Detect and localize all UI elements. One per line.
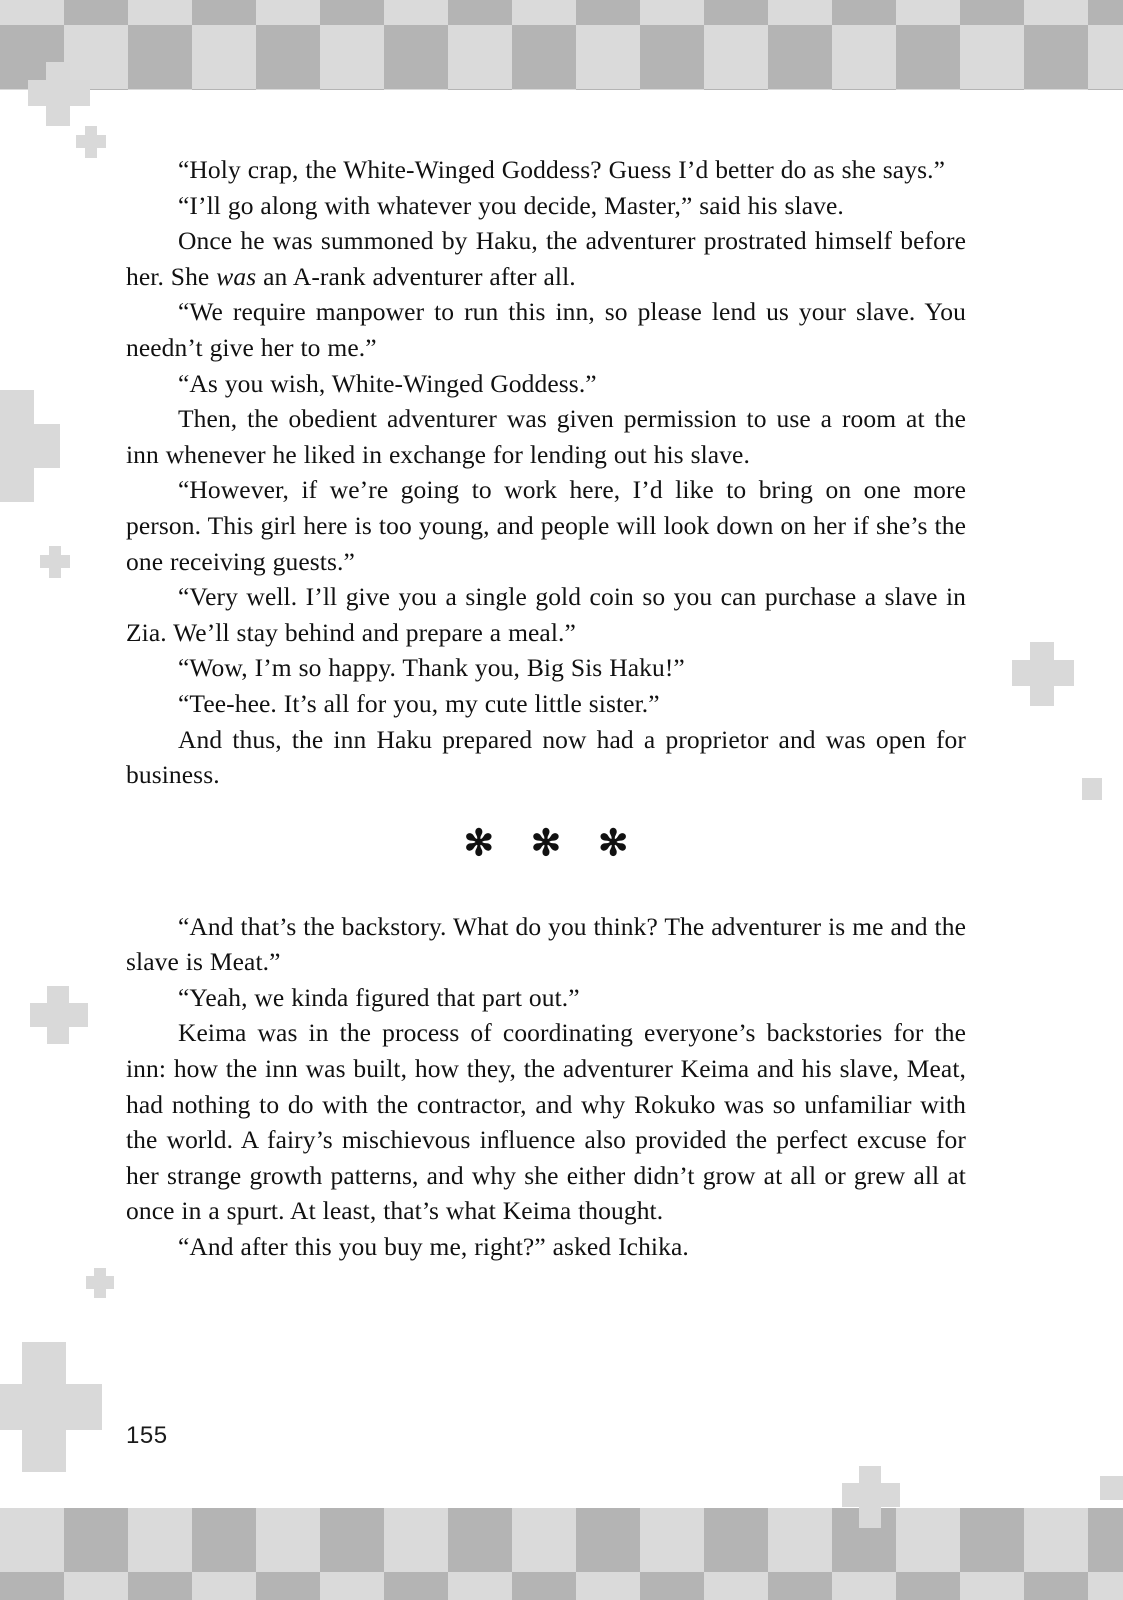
plus-ornament-small-left-mid: [40, 546, 70, 578]
paragraph: “Very well. I’ll give you a single gold coin so you can purchase a slave in Zia. We’ll stay behind and prepare a meal.”: [126, 582, 966, 647]
italic-emphasis: was: [216, 261, 257, 291]
paragraph: “Yeah, we kinda figured that part out.”: [178, 982, 580, 1012]
paragraph: “As you wish, White-Winged Goddess.”: [178, 368, 597, 398]
square-ornament-right: [1082, 778, 1102, 800]
scene-break-divider: ✻ ✻ ✻: [463, 822, 643, 863]
page-text-column: [126, 152, 966, 1265]
square-ornament-right-edge: [1100, 1476, 1123, 1500]
paragraph: “We require manpower to run this inn, so please lend us your slave. You needn’t give her to me.”: [126, 297, 966, 362]
plus-ornament-left-lower: [30, 986, 88, 1044]
checker-pattern: [0, 0, 1123, 90]
paragraph: “However, if we’re going to work here, I’d like to bring on one more person. This girl here is too young, and people will look down on her if she’s the one receiving guests.”: [126, 475, 966, 576]
section-one: [126, 152, 966, 793]
paragraph: Then, the obedient adventurer was given permission to use a room at the inn whenever he liked in exchange for lending out his slave.: [126, 404, 966, 469]
checker-pattern: [0, 1508, 1123, 1600]
plus-ornament-bottom-left-large: [0, 1342, 102, 1472]
paragraph: And thus, the inn Haku prepared now had a proprietor and was open for business.: [126, 724, 966, 790]
plus-ornament-small-lower-left: [86, 1268, 114, 1298]
paragraph: “Wow, I’m so happy. Thank you, Big Sis Haku!”: [178, 653, 685, 683]
paragraph: Keima was in the process of coordinating everyone’s backstories for the inn: how the inn was built, how they, the adventurer Keima and his slave, Meat, had nothing to do with the contractor, and why Rokuko was so unfamiliar with the world. A fairy’s mischievous influence also provided the perfect excuse for her strange growth patterns, and why she either didn’t grow at all or grew all at once in a spurt. At least, that’s what Keima thought.: [126, 1018, 966, 1226]
paragraph: “I’ll go along with whatever you decide, Master,” said his slave.: [178, 190, 844, 220]
paragraph: “Tee-hee. It’s all for you, my cute little sister.”: [178, 688, 660, 718]
paragraph: “And that’s the backstory. What do you think? The adventurer is me and the slave is Meat.”: [126, 911, 966, 977]
plus-ornament-right-mid: [1012, 642, 1074, 706]
plus-ornament-left-large: [0, 390, 60, 502]
plus-ornament-top-left: [28, 62, 90, 126]
plus-ornament-bottom-right: [842, 1466, 900, 1528]
paragraph: “And after this you buy me, right?” asked Ichika.: [178, 1232, 689, 1262]
paragraph: “Holy crap, the White-Winged Goddess? Guess I’d better do as she says.”: [178, 155, 945, 184]
paragraph-with-italic: [126, 223, 966, 294]
plus-ornament-small-upper-left: [76, 126, 106, 158]
paragraph-text-post: an A-rank adventurer after all.: [256, 261, 576, 291]
section-two: [126, 909, 966, 1265]
paragraph-text-pre: Once he was summoned by Haku, the adventurer prostrated himself before her. She: [126, 226, 966, 291]
bottom-checker-border: [0, 1508, 1123, 1600]
page-number: 155: [126, 1422, 168, 1449]
top-checker-border: [0, 0, 1123, 90]
